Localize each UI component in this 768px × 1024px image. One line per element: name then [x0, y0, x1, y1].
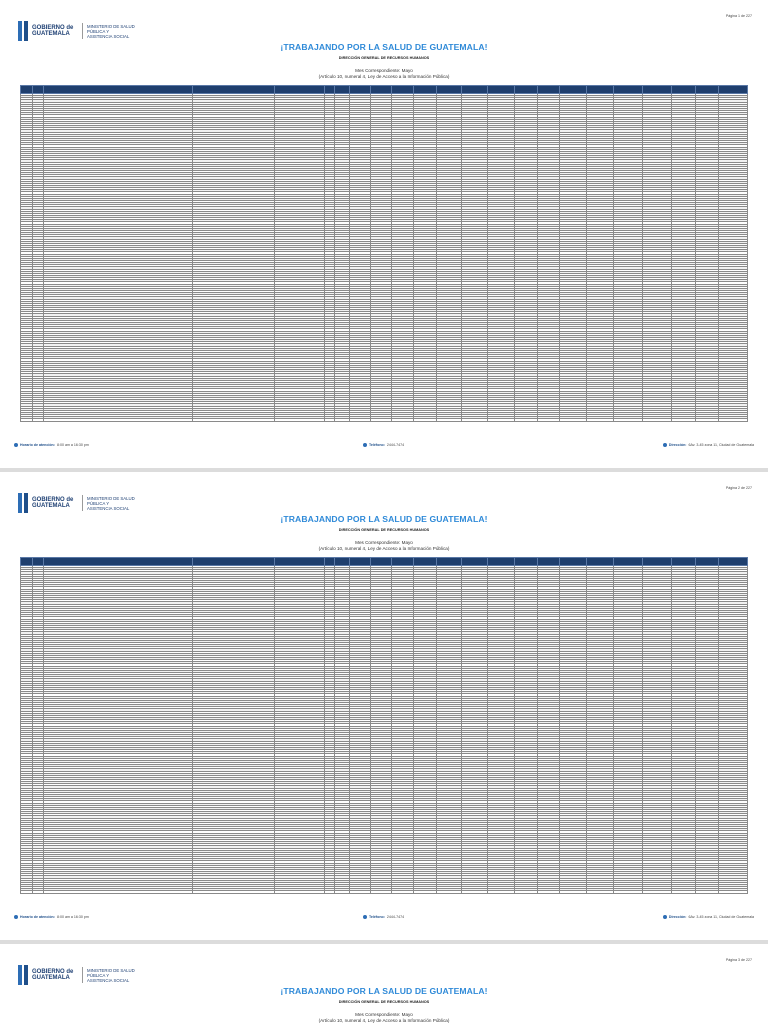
column-header — [515, 86, 538, 94]
table-cell — [371, 419, 392, 421]
column-header — [371, 558, 392, 566]
column-header — [560, 558, 587, 566]
table-header-row — [21, 558, 748, 566]
column-header — [719, 558, 748, 566]
column-header — [587, 86, 614, 94]
column-header — [587, 558, 614, 566]
column-header — [515, 558, 538, 566]
column-header — [671, 558, 696, 566]
column-header — [43, 558, 192, 566]
page-title: ¡TRABAJANDO POR LA SALUD DE GUATEMALA! — [280, 514, 488, 524]
column-header — [335, 86, 350, 94]
page-number: Página 2 de 227 — [725, 486, 752, 490]
column-header — [671, 86, 696, 94]
document-page-2 — [0, 472, 768, 940]
logo-gov-text: GOBIERNO de GUATEMALA — [32, 496, 74, 509]
table-cell — [33, 419, 43, 421]
column-header — [696, 558, 719, 566]
table-cell — [515, 419, 538, 421]
document-page-1 — [0, 0, 768, 468]
clock-icon — [14, 443, 18, 447]
column-header — [350, 86, 371, 94]
table-cell — [43, 419, 192, 421]
table-cell — [275, 419, 324, 421]
table-cell — [488, 419, 515, 421]
table-cell — [560, 419, 587, 421]
page-number: Página 1 de 227 — [725, 14, 752, 18]
payroll-table — [20, 85, 748, 422]
column-header — [461, 558, 488, 566]
table-cell — [414, 419, 437, 421]
column-header — [335, 558, 350, 566]
article-label: (Artículo 10, numeral 4, Ley de Acceso a la Información Pública) — [318, 74, 450, 79]
logo-bars-icon — [18, 21, 28, 41]
period-info — [0, 68, 768, 80]
column-header — [642, 86, 671, 94]
department-heading: DIRECCIÓN GENERAL DE RECURSOS HUMANOS — [338, 528, 430, 532]
payroll-table — [20, 557, 748, 894]
column-header — [21, 558, 33, 566]
period-info — [0, 540, 768, 552]
table-header-row — [21, 86, 748, 94]
column-header — [33, 558, 43, 566]
table-cell — [537, 419, 560, 421]
column-header — [275, 86, 324, 94]
column-header — [414, 86, 437, 94]
column-header — [614, 86, 643, 94]
location-icon — [663, 443, 667, 447]
column-header — [537, 558, 560, 566]
column-header — [560, 86, 587, 94]
table-cell — [696, 419, 719, 421]
column-header — [324, 558, 334, 566]
column-header — [436, 86, 461, 94]
column-header — [414, 558, 437, 566]
page-footer: Horario de atención: 8:00 am a 16:30 pm Teléfono: 2444-7474 Dirección: 6Av. 3-45 zona 11, Ciudad de Guatemala — [0, 443, 768, 451]
column-header — [614, 558, 643, 566]
logo-ministry-text: MINISTERIO DE SALUD PÚBLICA Y ASISTENCIA SOCIAL — [87, 495, 135, 511]
column-header — [461, 86, 488, 94]
column-header — [192, 558, 274, 566]
table-cell — [436, 419, 461, 421]
column-header — [488, 558, 515, 566]
column-header — [33, 86, 43, 94]
table-cell — [614, 419, 643, 421]
article-label: (Artículo 10, numeral 4, Ley de Acceso a la Información Pública) — [318, 546, 450, 551]
table-cell — [335, 419, 350, 421]
table-cell — [192, 419, 274, 421]
column-header — [719, 86, 748, 94]
government-logo — [18, 21, 135, 41]
column-header — [21, 86, 33, 94]
table-cell — [642, 419, 671, 421]
phone-icon — [363, 443, 367, 447]
government-logo — [18, 493, 135, 513]
column-header — [436, 558, 461, 566]
column-header — [192, 86, 274, 94]
column-header — [488, 86, 515, 94]
month-label: Mes Correspondiente: Mayo — [355, 68, 413, 73]
column-header — [696, 86, 719, 94]
column-header — [371, 86, 392, 94]
table-row — [21, 419, 748, 421]
department-heading: DIRECCIÓN GENERAL DE RECURSOS HUMANOS — [338, 56, 430, 60]
month-label: Mes Correspondiente: Mayo — [355, 540, 413, 545]
column-header — [642, 558, 671, 566]
column-header — [324, 86, 334, 94]
column-header — [350, 558, 371, 566]
table-cell — [391, 419, 414, 421]
column-header — [537, 86, 560, 94]
logo-gov-text: GOBIERNO de GUATEMALA — [32, 24, 74, 37]
page-title: ¡TRABAJANDO POR LA SALUD DE GUATEMALA! — [280, 42, 488, 52]
table-cell — [324, 419, 334, 421]
column-header — [391, 86, 414, 94]
table-cell — [671, 419, 696, 421]
table-cell — [350, 419, 371, 421]
table-cell — [587, 419, 614, 421]
logo-bars-icon — [18, 493, 28, 513]
table-cell — [461, 419, 488, 421]
table-cell — [21, 419, 33, 421]
column-header — [391, 558, 414, 566]
table-cell — [719, 419, 748, 421]
column-header — [275, 558, 324, 566]
column-header — [43, 86, 192, 94]
logo-ministry-text: MINISTERIO DE SALUD PÚBLICA Y ASISTENCIA SOCIAL — [87, 23, 135, 39]
